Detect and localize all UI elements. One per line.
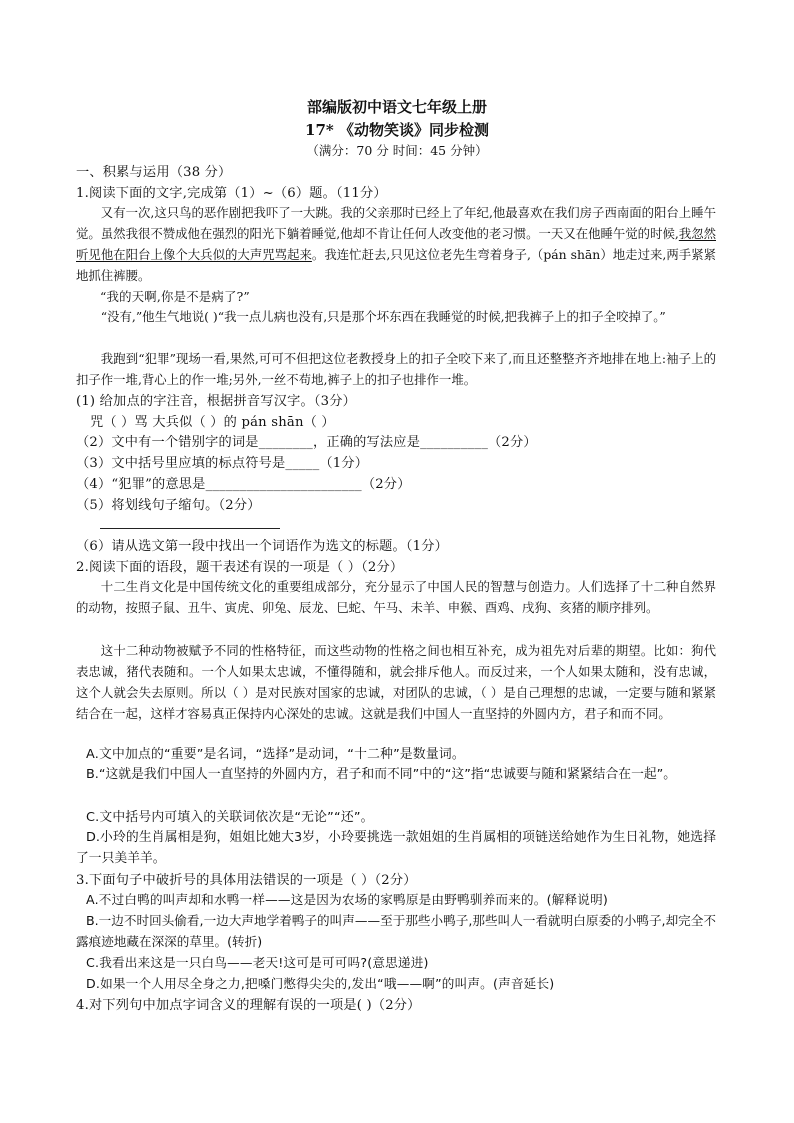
page-title: 部编版初中语文七年级上册 — [306, 98, 487, 116]
question-4-stem: 4.对下列句中加点字词含义的理解有误的一项是( )（2分） — [76, 998, 421, 1013]
q1-sub-question-2: （2）文中有一个错别字的词是________，正确的写法应是__________（2分） — [76, 435, 537, 450]
q3-option-d: D.如果一个人用尽全身之力,把嗓门憋得尖尖的,发出“哦——啊”的叫声。(声音延长) — [86, 976, 555, 991]
q2-passage-paragraph-1: 十二生肖文化是中国传统文化的重要组成部分，充分显示了中国人民的智慧与创造力。人们选择了十二种自然界的动物，按照子鼠、丑牛、寅虎、卯兔、辰龙、巳蛇、午马、未羊、申猴、酉鸡、戌狗、亥猪的顺序排列。 — [76, 579, 716, 615]
answer-blank-line — [100, 528, 280, 529]
q3-option-b: B.一边不时回头偷看,一边大声地学着鸭子的叫声——至于那些小鸭子,那些叫人一看就明白原委的小鸭子,却完全不露痕迹地藏在深深的草里。(转折) — [76, 913, 716, 949]
q2-option-b: B.“这就是我们中国人一直坚持的外圆内方，君子和而不同”中的“这”指“忠诚要与随和紧紧结合在一起”。 — [86, 767, 677, 782]
q1-sub-question-1: (1) 给加点的字注音，根据拼音写汉字。（3分） — [76, 394, 357, 409]
exam-meta: （满分：70 分 时间：45 分钟） — [306, 143, 488, 158]
q1-sub-question-1-items: 咒（ ）骂 大兵似（ ）的 pán shān（ ） — [90, 415, 335, 430]
q1-underlined-sentence: 我忽然听见他在阳台上像个大兵似的大声咒骂起来 — [76, 226, 716, 262]
q2-option-a: A.文中加点的“重要”是名词，“选择”是动词，“十二种”是数量词。 — [86, 747, 465, 762]
q1-sub-question-4: （4）“犯罪”的意思是_______________________（2分） — [76, 477, 411, 492]
q1-passage-paragraph-3: “没有,”他生气地说( )“我一点儿病也没有,只是那个坏东西在我睡觉的时候,把我裤子上的扣子全咬掉了。” — [100, 309, 666, 324]
q2-option-c: C.文中括号内可填入的关联词依次是“无论”“还”。 — [86, 810, 374, 825]
q1-sub-question-3: （3）文中括号里应填的标点符号是_____（1分） — [76, 456, 369, 471]
question-2-stem: 2.阅读下面的语段，题干表述有误的一项是（ ）（2分） — [76, 560, 404, 575]
section-heading: 一、积累与运用（38 分） — [76, 165, 232, 180]
q1-passage-paragraph-2: “我的天啊,你是不是病了?” — [100, 289, 250, 304]
q3-option-c: C.我看出来这是一只白鸟——老天!这可是可可吗?(意思递进) — [86, 955, 429, 970]
q2-option-d: D.小玲的生肖属相是狗，姐姐比她大3岁，小玲要挑选一款姐姐的生肖属相的项链送给她作为生日礼物，她选择了一只美羊羊。 — [76, 830, 716, 866]
q1-passage-paragraph-4: 我跑到“犯罪”现场一看,果然,可可不但把这位老教授身上的扣子全咬下来了,而且还整整齐齐地排在地上:袖子上的扣子作一堆,背心上的作一堆;另外,一丝不苟地,裤子上的扣子也排作一堆。 — [76, 351, 716, 387]
question-3-stem: 3.下面句子中破折号的具体用法错误的一项是（ ）（2分） — [76, 873, 417, 888]
q1-passage-text: 又有一次,这只鸟的恶作剧把我吓了一大跳。我的父亲那时已经上了年纪,他最喜欢在我们房子西南面的阳台上睡午觉。虽然我很不赞成他在强烈的阳光下躺着睡觉,他却不肯让任何人改变他的老习惯。一天又在他睡午觉的时候, — [76, 205, 716, 241]
q1-passage-text: 。我连忙赶去,只见这位老先生弯着身子,（pán shān）地走过来,两手紧紧地抓住裤腰。 — [76, 247, 716, 283]
page-subtitle: 17* 《动物笑谈》同步检测 — [305, 121, 489, 139]
q1-sub-question-5: （5）将划线句子缩句。（2分） — [76, 498, 261, 513]
q3-option-a: A.不过白鸭的叫声却和水鸭一样——这是因为农场的家鸭原是由野鸭驯养而来的。(解释说明) — [86, 892, 608, 907]
q1-passage-paragraph-1 — [76, 202, 716, 286]
question-1-stem: 1.阅读下面的文字,完成第（1）~（6）题。（11分） — [76, 186, 387, 201]
q2-passage-paragraph-2: 这十二种动物被赋予不同的性格特征，而这些动物的性格之间也相互补充，成为祖先对后辈的期望。比如：狗代表忠诚，猪代表随和。一个人如果太忠诚，不懂得随和，就会排斥他人。而反过来，一个人如果太随和，没有忠诚，这个人就会失去原则。所以（ ）是对民族对国家的忠诚，对团队的忠诚，（ ）是自己理想的忠诚，一定要与随和紧紧结合在一起，这样才容易真正保持内心深处的忠诚。这就是我们中国人一直坚持的外圆内方，君子和而不同。 — [76, 643, 716, 721]
q1-sub-question-6: （6）请从选文第一段中找出一个词语作为选文的标题。（1分） — [76, 539, 449, 554]
